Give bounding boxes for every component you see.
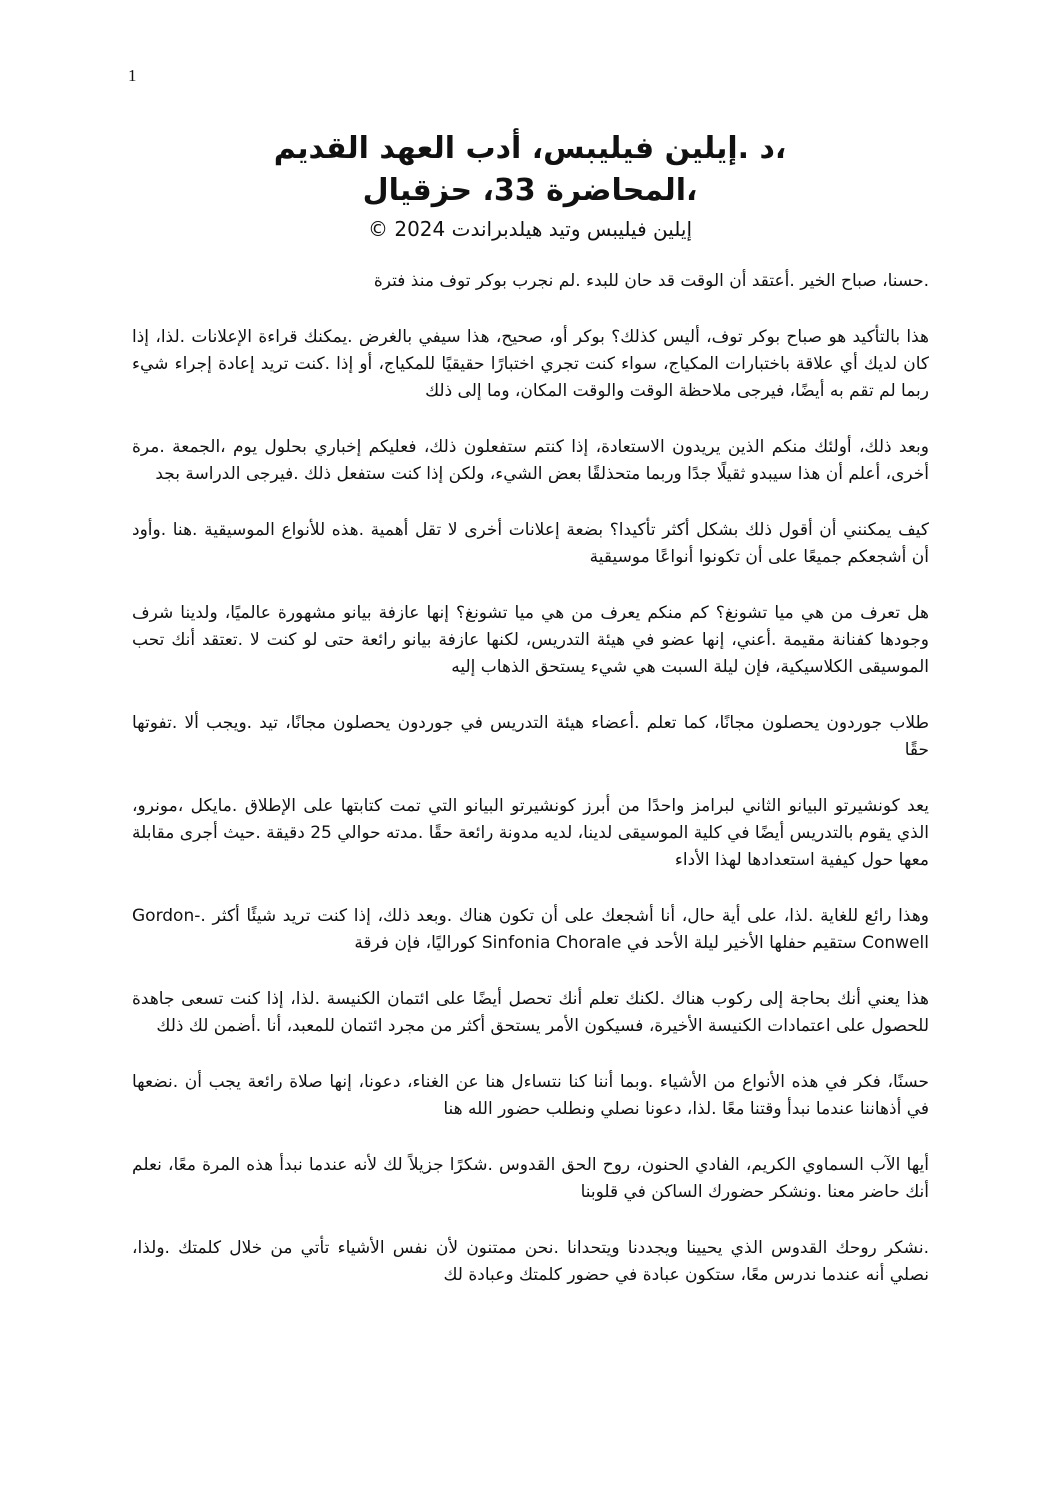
paragraph: وبعد ذلك، أولئك منكم الذين يريدون الاستعادة، إذا كنتم ستفعلون ذلك، فعليكم إخباري بحلول يوم ،الجمعة .مرة أخرى، أعلم أن هذا سيبدو ثقيلًا جدًا وربما متحذلقًا بعض الشيء، ولكن إذا كنت ستفعل ذلك .فيرجى الدراسة بجد bbox=[132, 437, 929, 484]
paragraph: وهذا رائع للغاية .لذا، على أية حال، أنا أشجعك على أن تكون هناك .وبعد ذلك، إذا كنت تريد شيئًا أكثر .Gordon-Conwell ستقيم حفلها الأخير ليلة الأحد في Sinfonia Chorale كوراليًا، فإن فرقة bbox=[132, 906, 929, 953]
copyright-notice: إيلين فيليبس وتيد هيلدبراندت 2024 © bbox=[368, 217, 692, 241]
document-title-line-2: ،المحاضرة 33، حزقيال bbox=[362, 173, 698, 208]
paragraph: هذا يعني أنك بحاجة إلى ركوب هناك .لكنك تعلم أنك تحصل أيضًا على ائتمان الكنيسة .لذا، إذا كنت تسعى جاهدة للحصول على اعتمادات الكنيسة الأخيرة، فسيكون الأمر يستحق أكثر من مجرد ائتمان للمعبد، أنا .أضمن لك ذلك bbox=[132, 989, 929, 1036]
paragraph: .نشكر روحك القدوس الذي يحيينا ويجددنا ويتحدانا .نحن ممتنون لأن نفس الأشياء تأتي من خلال كلمتك .ولذا، نصلي أنه عندما ندرس معًا، ستكون عبادة في حضور كلمتك وعبادة لك bbox=[132, 1238, 929, 1285]
paragraph: هذا بالتأكيد هو صباح بوكر توف، أليس كذلك؟ بوكر أو، صحيح، هذا سيفي بالغرض .يمكنك قراءة الإعلانات .لذا، إذا كان لديك أي علاقة باختبارات المكياج، سواء كنت تجري اختبارًا حقيقيًا للمكياج، أو إذا .كنت تريد إعادة إجراء شيء ربما لم تقم به أيضًا، فيرجى ملاحظة الوقت والوقت المكان، وما إلى ذلك bbox=[132, 327, 929, 401]
paragraph: .حسنا، صباح الخير .أعتقد أن الوقت قد حان للبدء .لم نجرب بوكر توف منذ فترة bbox=[373, 271, 929, 291]
lecture-transcript bbox=[132, 268, 929, 1289]
paragraph: حسنًا، فكر في هذه الأنواع من الأشياء .وبما أننا كنا نتساءل هنا عن الغناء، دعونا، إنها صلاة رائعة يجب أن .نضعها في أذهاننا عندما نبدأ وقتنا معًا .لذا، دعونا نصلي ونطلب حضور الله هنا bbox=[132, 1072, 929, 1119]
paragraph: طلاب جوردون يحصلون مجانًا، كما تعلم .أعضاء هيئة التدريس في جوردون يحصلون مجانًا، تيد .ويجب ألا .تفوتها حقًا bbox=[132, 713, 929, 760]
title-block bbox=[130, 128, 930, 246]
document-title-line-1: ،د .إيلين فيليبس، أدب العهد القديم bbox=[273, 131, 787, 166]
page-number: 1 bbox=[128, 66, 137, 85]
paragraph: كيف يمكنني أن أقول ذلك بشكل أكثر تأكيدا؟ بضعة إعلانات أخرى لا تقل أهمية .هذه للأنواع الموسيقية .هنا .وأود أن أشجعكم جميعًا على أن تكونوا أنواعًا موسيقية bbox=[132, 520, 929, 567]
paragraph: يعد كونشيرتو البيانو الثاني لبرامز واحدًا من أبرز كونشيرتو البيانو التي تمت كتابتها على الإطلاق .مايكل ،مونرو، الذي يقوم بالتدريس أيضًا في كلية الموسيقى لدينا، لديه مدونة رائعة حقًا .مدته حوالي 25 دقيقة .حيث أجرى مقابلة معها حول كيفية استعدادها لهذا الأداء bbox=[132, 796, 929, 870]
paragraph: أيها الآب السماوي الكريم، الفادي الحنون، روح الحق القدوس .شكرًا جزيلاً لك لأنه عندما نبدأ هذه المرة معًا، نعلم أنك حاضر معنا .ونشكر حضورك الساكن في قلوبنا bbox=[132, 1155, 929, 1202]
paragraph: هل تعرف من هي ميا تشونغ؟ كم منكم يعرف من هي ميا تشونغ؟ إنها عازفة بيانو مشهورة عالميًا، ولدينا شرف وجودها كفنانة مقيمة .أعني، إنها عضو في هيئة التدريس، لكنها عازفة بيانو رائعة حتى لو كنت لا .تعتقد أنك تحب الموسيقى الكلاسيكية، فإن ليلة السبت هي شيء يستحق الذهاب إليه bbox=[132, 603, 929, 677]
